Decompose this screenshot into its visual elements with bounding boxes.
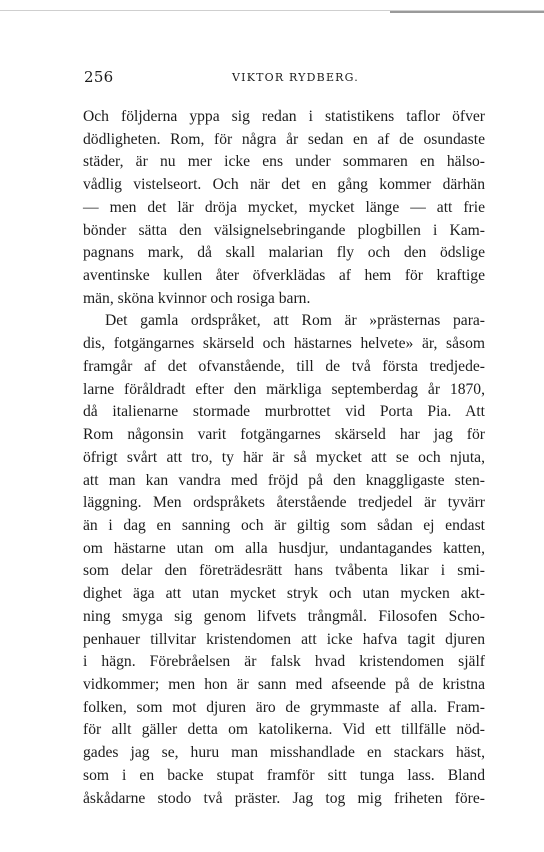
text-line: som i en backe stupat framför sitt tunga lass. Bland	[83, 766, 485, 784]
text-line: i hägn. Förebråelsen är falsk hvad kristendomen själf	[83, 653, 485, 671]
text-line: vådlig vistelseort. Och när det en gång kommer därhän	[83, 176, 485, 194]
text-line: Det gamla ordspråket, att Rom är »prästernas para-	[105, 312, 485, 330]
text-line: öfrigt svårt att tro, ty här är så mycket att se och njuta,	[83, 448, 485, 466]
text-line: som delar den företrädesrätt hans tvåbenta likar i smi-	[83, 562, 485, 580]
text-line: pagnans mark, då skall malarian fly och den ödslige	[83, 244, 485, 262]
text-line: framgår af det ofvanstående, till de två första tredjede-	[83, 357, 485, 375]
text-line: dis, fotgängarnes skärseld och hästarnes helvete» är, såsom	[83, 335, 485, 353]
text-line: städer, är nu mer icke ens under sommaren en hälso-	[83, 153, 485, 171]
text-line: vidkommer; men hon är sann med afseende på de kristna	[83, 675, 485, 693]
running-head: VIKTOR RYDBERG.	[232, 71, 359, 84]
text-line: läggning. Men ordspråkets återstående tredjedel är tyvärr	[83, 494, 485, 512]
text-line: att man kan vandra med fröjd på den knaggligaste sten-	[83, 471, 485, 489]
text-line: om hästarne utan om alla husdjur, undantagandes katten,	[83, 539, 485, 557]
text-line: än i dag en sanning och är giltig som sådan ej endast	[83, 516, 485, 534]
text-line: folken, som mot djuren äro de grymmaste af alla. Fram-	[83, 698, 485, 716]
text-line: män, sköna kvinnor och rosiga barn.	[83, 289, 311, 307]
body-text	[83, 106, 485, 810]
text-line: dödligheten. Rom, för några år sedan en af de osundaste	[83, 130, 485, 148]
text-line: — men det lär dröja mycket, mycket länge — att frie	[83, 198, 485, 216]
text-line: larne föråldradt efter den märkliga septemberdag år 1870,	[83, 380, 485, 398]
text-line: aventinske kullen åter öfverklädas af hem för kraftige	[83, 267, 485, 285]
text-line: åskådarne stodo två präster. Jag tog mig friheten före-	[83, 789, 485, 807]
text-line: dighet äga att utan mycket stryk och utan mycken akt-	[83, 585, 485, 603]
text-line: gades jag se, huru man misshandlade en stackars häst,	[83, 744, 485, 762]
text-line: då italienarne stormade murbrottet vid Porta Pia. Att	[83, 403, 485, 421]
top-rule-accent	[390, 11, 544, 13]
text-line: Och följderna yppa sig redan i statistikens taflor öfver	[83, 108, 485, 125]
page-header	[84, 68, 484, 92]
text-line: ning smyga sig genom lifvets trångmål. Filosofen Scho-	[83, 607, 485, 625]
text-line: Rom någonsin varit fotgängarnes skärseld har jag för	[83, 426, 485, 444]
page-number: 256	[84, 68, 114, 86]
text-line: för allt gäller detta om katolikerna. Vid ett tillfälle nöd-	[83, 721, 485, 739]
text-line: penhauer tillvitar kristendomen att icke hafva tagit djuren	[83, 630, 485, 648]
text-line: bönder sätta den välsignelsebringande plogbillen i Kam-	[83, 221, 485, 239]
